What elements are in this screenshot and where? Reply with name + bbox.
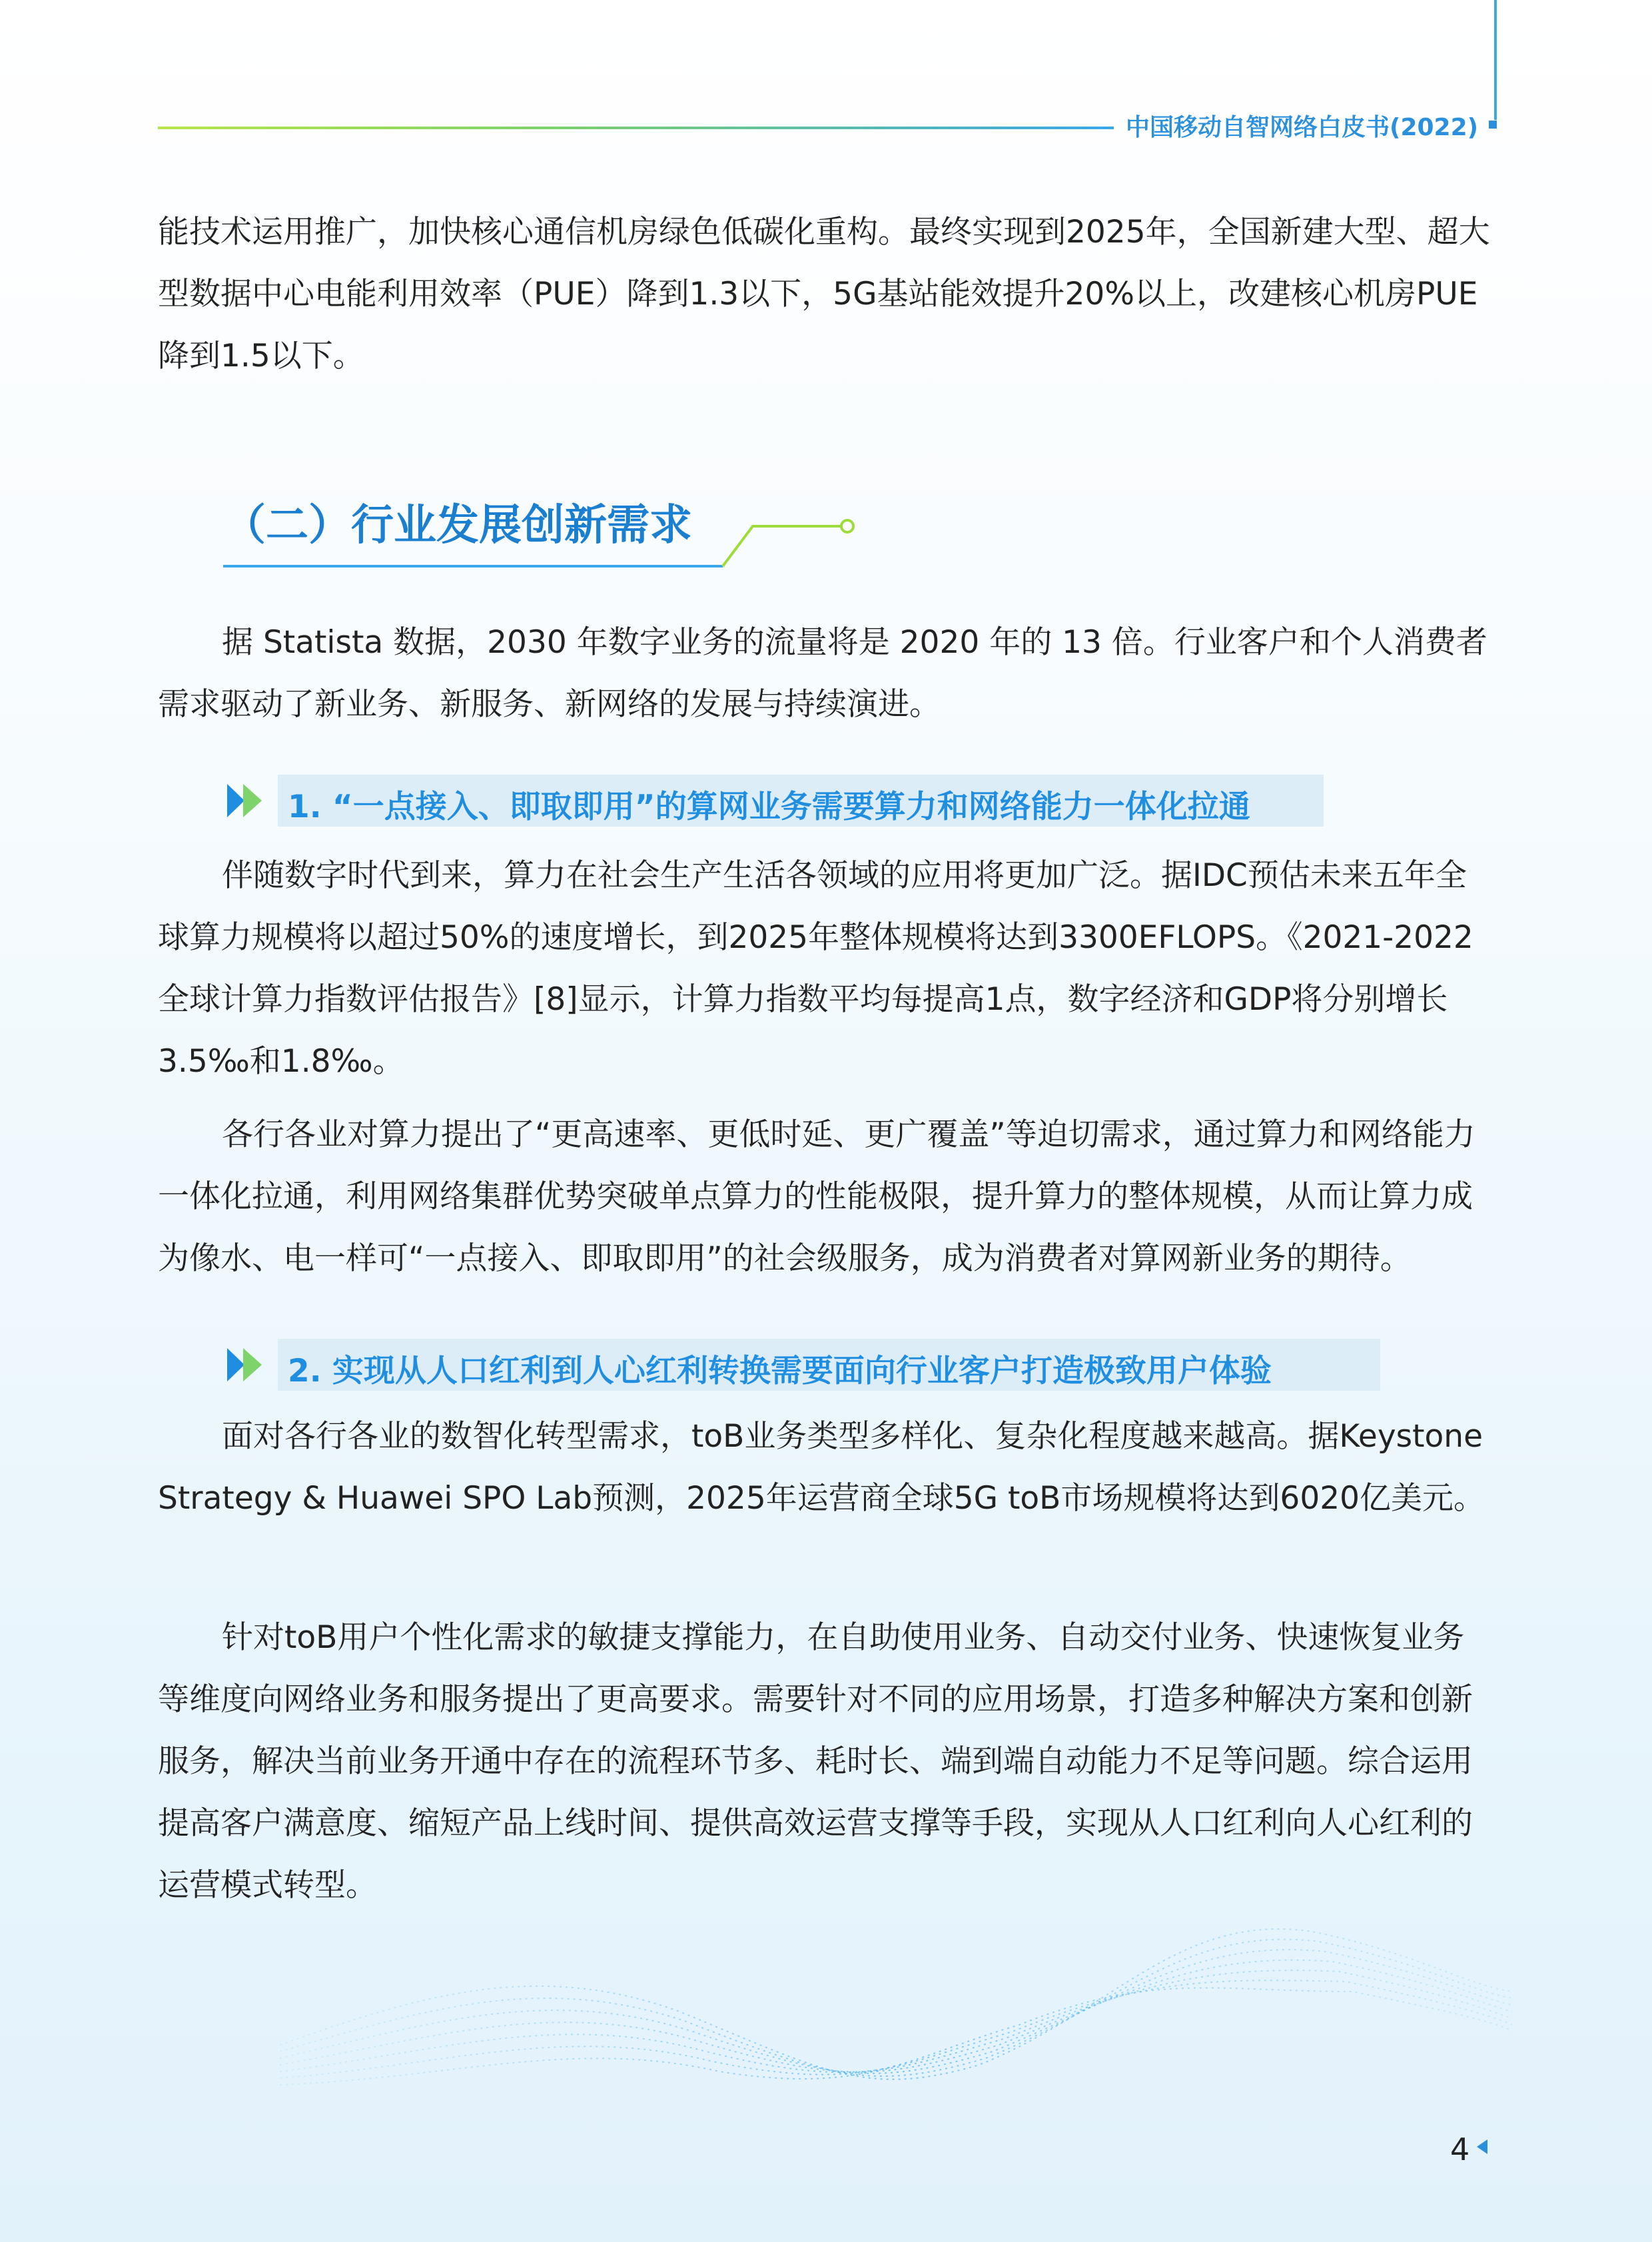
- section-lead-paragraph: 据 Statista 数据，2030 年数字业务的流量将是 2020 年的 13 倍。行业客户和个人消费者需求驱动了新业务、新服务、新网络的发展与持续演进。: [158, 624, 1487, 723]
- header-square-marker: [1489, 121, 1497, 129]
- intro-paragraph: 能技术运用推广，加快核心通信机房绿色低碳化重构。最终实现到2025年，全国新建大型、超大型数据中心电能利用效率（PUE）降到1.3以下，5G基站能效提升20%以上，改建核心机房PUE降到1.5以下。: [158, 214, 1490, 374]
- wave-decoration: [280, 1878, 1512, 2145]
- subheading-1-text: 1. “一点接入、即取即用”的算网业务需要算力和网络能力一体化拉通: [288, 789, 1250, 825]
- sub2-paragraph-1: 面对各行各业的数智化转型需求，toB业务类型多样化、复杂化程度越来越高。据Keystone Strategy & Huawei SPO Lab预测，2025年运营商全球5G toB市场规模将达到6020亿美元。: [158, 1418, 1485, 1517]
- header-vertical-rule: [1494, 0, 1497, 120]
- page-number: 4: [1450, 2131, 1470, 2167]
- sub1-paragraph-1: 伴随数字时代到来，算力在社会生产生活各领域的应用将更加广泛。据IDC预估未来五年全球算力规模将以超过50%的速度增长，到2025年整体规模将达到3300EFLOPS。《2021-2022全球计算力指数评估报告》[8]显示，计算力指数平均每提高1点，数字经济和GDP将分别增长3.5‰和1.8‰。: [158, 857, 1473, 1080]
- sub2-paragraph-2: 针对toB用户个性化需求的敏捷支撑能力，在自助使用业务、自动交付业务、快速恢复业务等维度向网络业务和服务提出了更高要求。需要针对不同的应用场景，打造多种解决方案和创新服务，解决当前业务开通中存在的流程环节多、耗时长、端到端自动能力不足等问题。综合运用提高客户满意度、缩短产品上线时间、提供高效运营支撑等手段，实现从人口红利向人心红利的运营模式转型。: [158, 1619, 1473, 1904]
- double-arrow-icon: [224, 775, 271, 827]
- header-rule: [158, 127, 1114, 129]
- subheading-2-text: 2. 实现从人口红利到人心红利转换需要面向行业客户打造极致用户体验: [288, 1353, 1272, 1389]
- page-marker-triangle-icon: [1475, 2138, 1489, 2155]
- double-arrow-icon: [224, 1339, 271, 1391]
- sub1-paragraph-2: 各行各业对算力提出了“更高速率、更低时延、更广覆盖”等迫切需求，通过算力和网络能力一体化拉通，利用网络集群优势突破单点算力的性能极限，提升算力的整体规模，从而让算力成为像水、电一样可“一点接入、即取即用”的社会级服务，成为消费者对算网新业务的期待。: [158, 1116, 1475, 1277]
- document-title: 中国移动自智网络白皮书(2022): [1126, 114, 1479, 141]
- section-heading: （二）行业发展创新需求: [223, 501, 692, 550]
